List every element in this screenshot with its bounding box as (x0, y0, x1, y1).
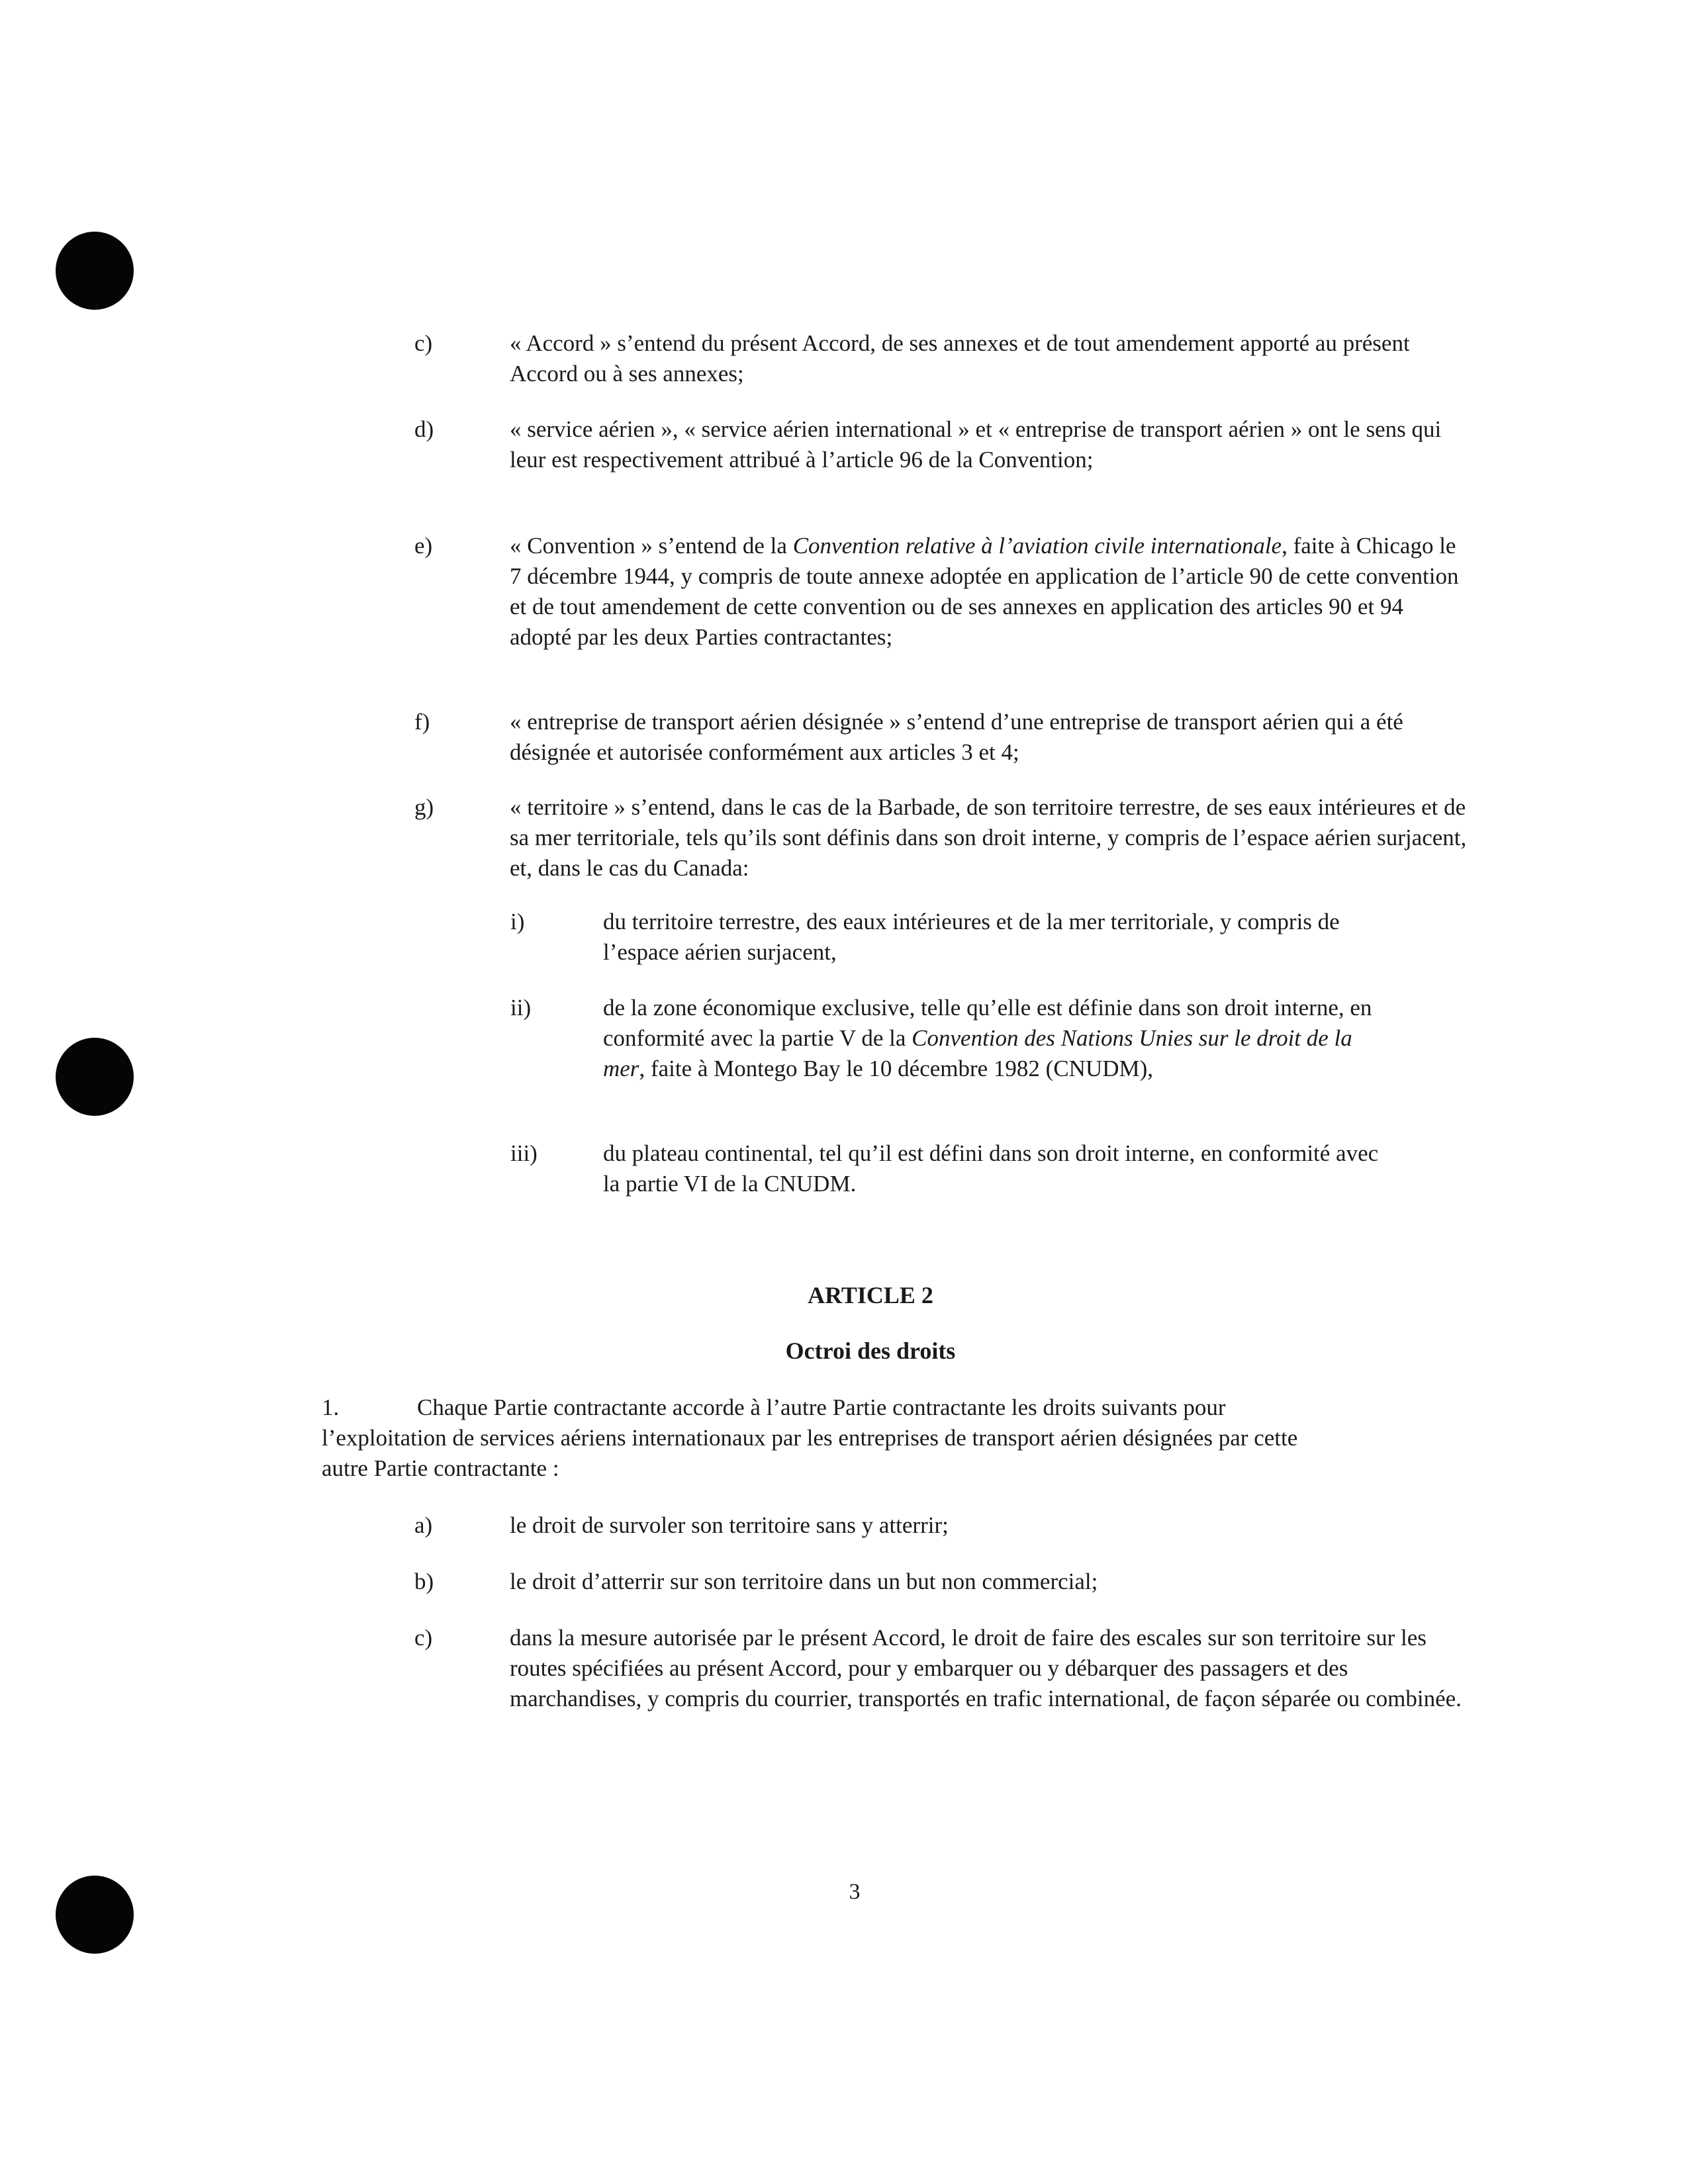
item-text (510, 792, 1470, 884)
text-run: dans la mesure autorisée par le présent Accord, le droit de faire des escales sur son territoire sur les routes spécifiées au présent Accord, pour y embarquer ou y débarquer des passagers et des marchandises, y compris du courrier, transportés en trafic international, de façon séparée ou combinée. (510, 1625, 1462, 1711)
item-text (510, 1623, 1470, 1714)
text-run: de la zone économique exclusive, telle qu’elle est définie dans son droit interne, en conformité avec la partie V de la (603, 995, 1372, 1051)
text-run: « entreprise de transport aérien désignée » s’entend d’une entreprise de transport aérien qui a été désignée et autorisée conformément aux articles 3 et 4; (510, 709, 1403, 765)
item-label: ii) (510, 995, 532, 1021)
paragraph-1 (322, 1392, 1341, 1484)
item-label: iii) (510, 1140, 538, 1166)
binder-hole (56, 232, 134, 310)
text-run: « Accord » s’entend du présent Accord, de ses annexes et de tout amendement apporté au présent Accord ou à ses annexes; (510, 330, 1410, 387)
article-title: ARTICLE 2 (808, 1282, 933, 1308)
item-text (603, 1138, 1397, 1199)
text-run: , faite à Chicago le 7 décembre 1944, y compris de toute annexe adoptée en application de l’article 90 de cette convention et de tout amendement de cette convention ou de ses annexes en application des articles 90 et 94 adopté par les deux Parties contractantes; (510, 533, 1459, 650)
item-label: a) (414, 1512, 433, 1538)
italic-title: Convention relative à l’aviation civile internationale (792, 533, 1282, 559)
item-label: c) (414, 330, 433, 356)
text-run: du plateau continental, tel qu’il est défini dans son droit interne, en conformité avec la partie VI de la CNUDM. (603, 1140, 1379, 1197)
article-subtitle: Octroi des droits (785, 1338, 956, 1364)
text-run: « service aérien », « service aérien international » et « entreprise de transport aérien » ont le sens qui leur est respectivement attribué à l’article 96 de la Convention; (510, 416, 1442, 473)
item-text (603, 907, 1397, 968)
text-run: le droit de survoler son territoire sans y atterrir; (510, 1512, 949, 1538)
item-text (603, 993, 1397, 1084)
text-run: « territoire » s’entend, dans le cas de la Barbade, de son territoire terrestre, de ses eaux intérieures et de sa mer territoriale, tels qu’ils sont définis dans son droit interne, y compris de l’espace aérien surjacent, et, dans le cas du Canada: (510, 794, 1467, 881)
item-label: i) (510, 909, 525, 934)
italic-title: Convention des Nations Unies sur le droit de la mer (603, 1025, 1352, 1081)
text-run: , faite à Montego Bay le 10 décembre 1982 (CNUDM), (639, 1056, 1154, 1081)
binder-hole (56, 1038, 134, 1116)
item-text (510, 707, 1470, 768)
text-run: le droit d’atterrir sur son territoire dans un but non commercial; (510, 1569, 1098, 1594)
item-label: f) (414, 709, 430, 735)
item-text (510, 1510, 1470, 1541)
item-label: c) (414, 1625, 433, 1651)
item-text (510, 531, 1470, 653)
paragraph-text: Chaque Partie contractante accorde à l’autre Partie contractante les droits suivants pour l’exploitation de services aériens internationaux par les entreprises de transport aérien désignées par cette autre Partie contractante : (322, 1394, 1298, 1481)
item-label: d) (414, 416, 434, 442)
paragraph-number: 1. (322, 1394, 340, 1420)
text-run: du territoire terrestre, des eaux intérieures et de la mer territoriale, y compris de l’espace aérien surjacent, (603, 909, 1340, 965)
item-label: g) (414, 794, 434, 820)
page-number: 3 (849, 1880, 861, 1904)
item-text (510, 414, 1470, 475)
item-text (510, 1567, 1470, 1597)
text-run: « Convention » s’entend de la (510, 533, 793, 559)
item-label: e) (414, 533, 433, 559)
item-text (510, 328, 1470, 389)
item-label: b) (414, 1569, 434, 1594)
